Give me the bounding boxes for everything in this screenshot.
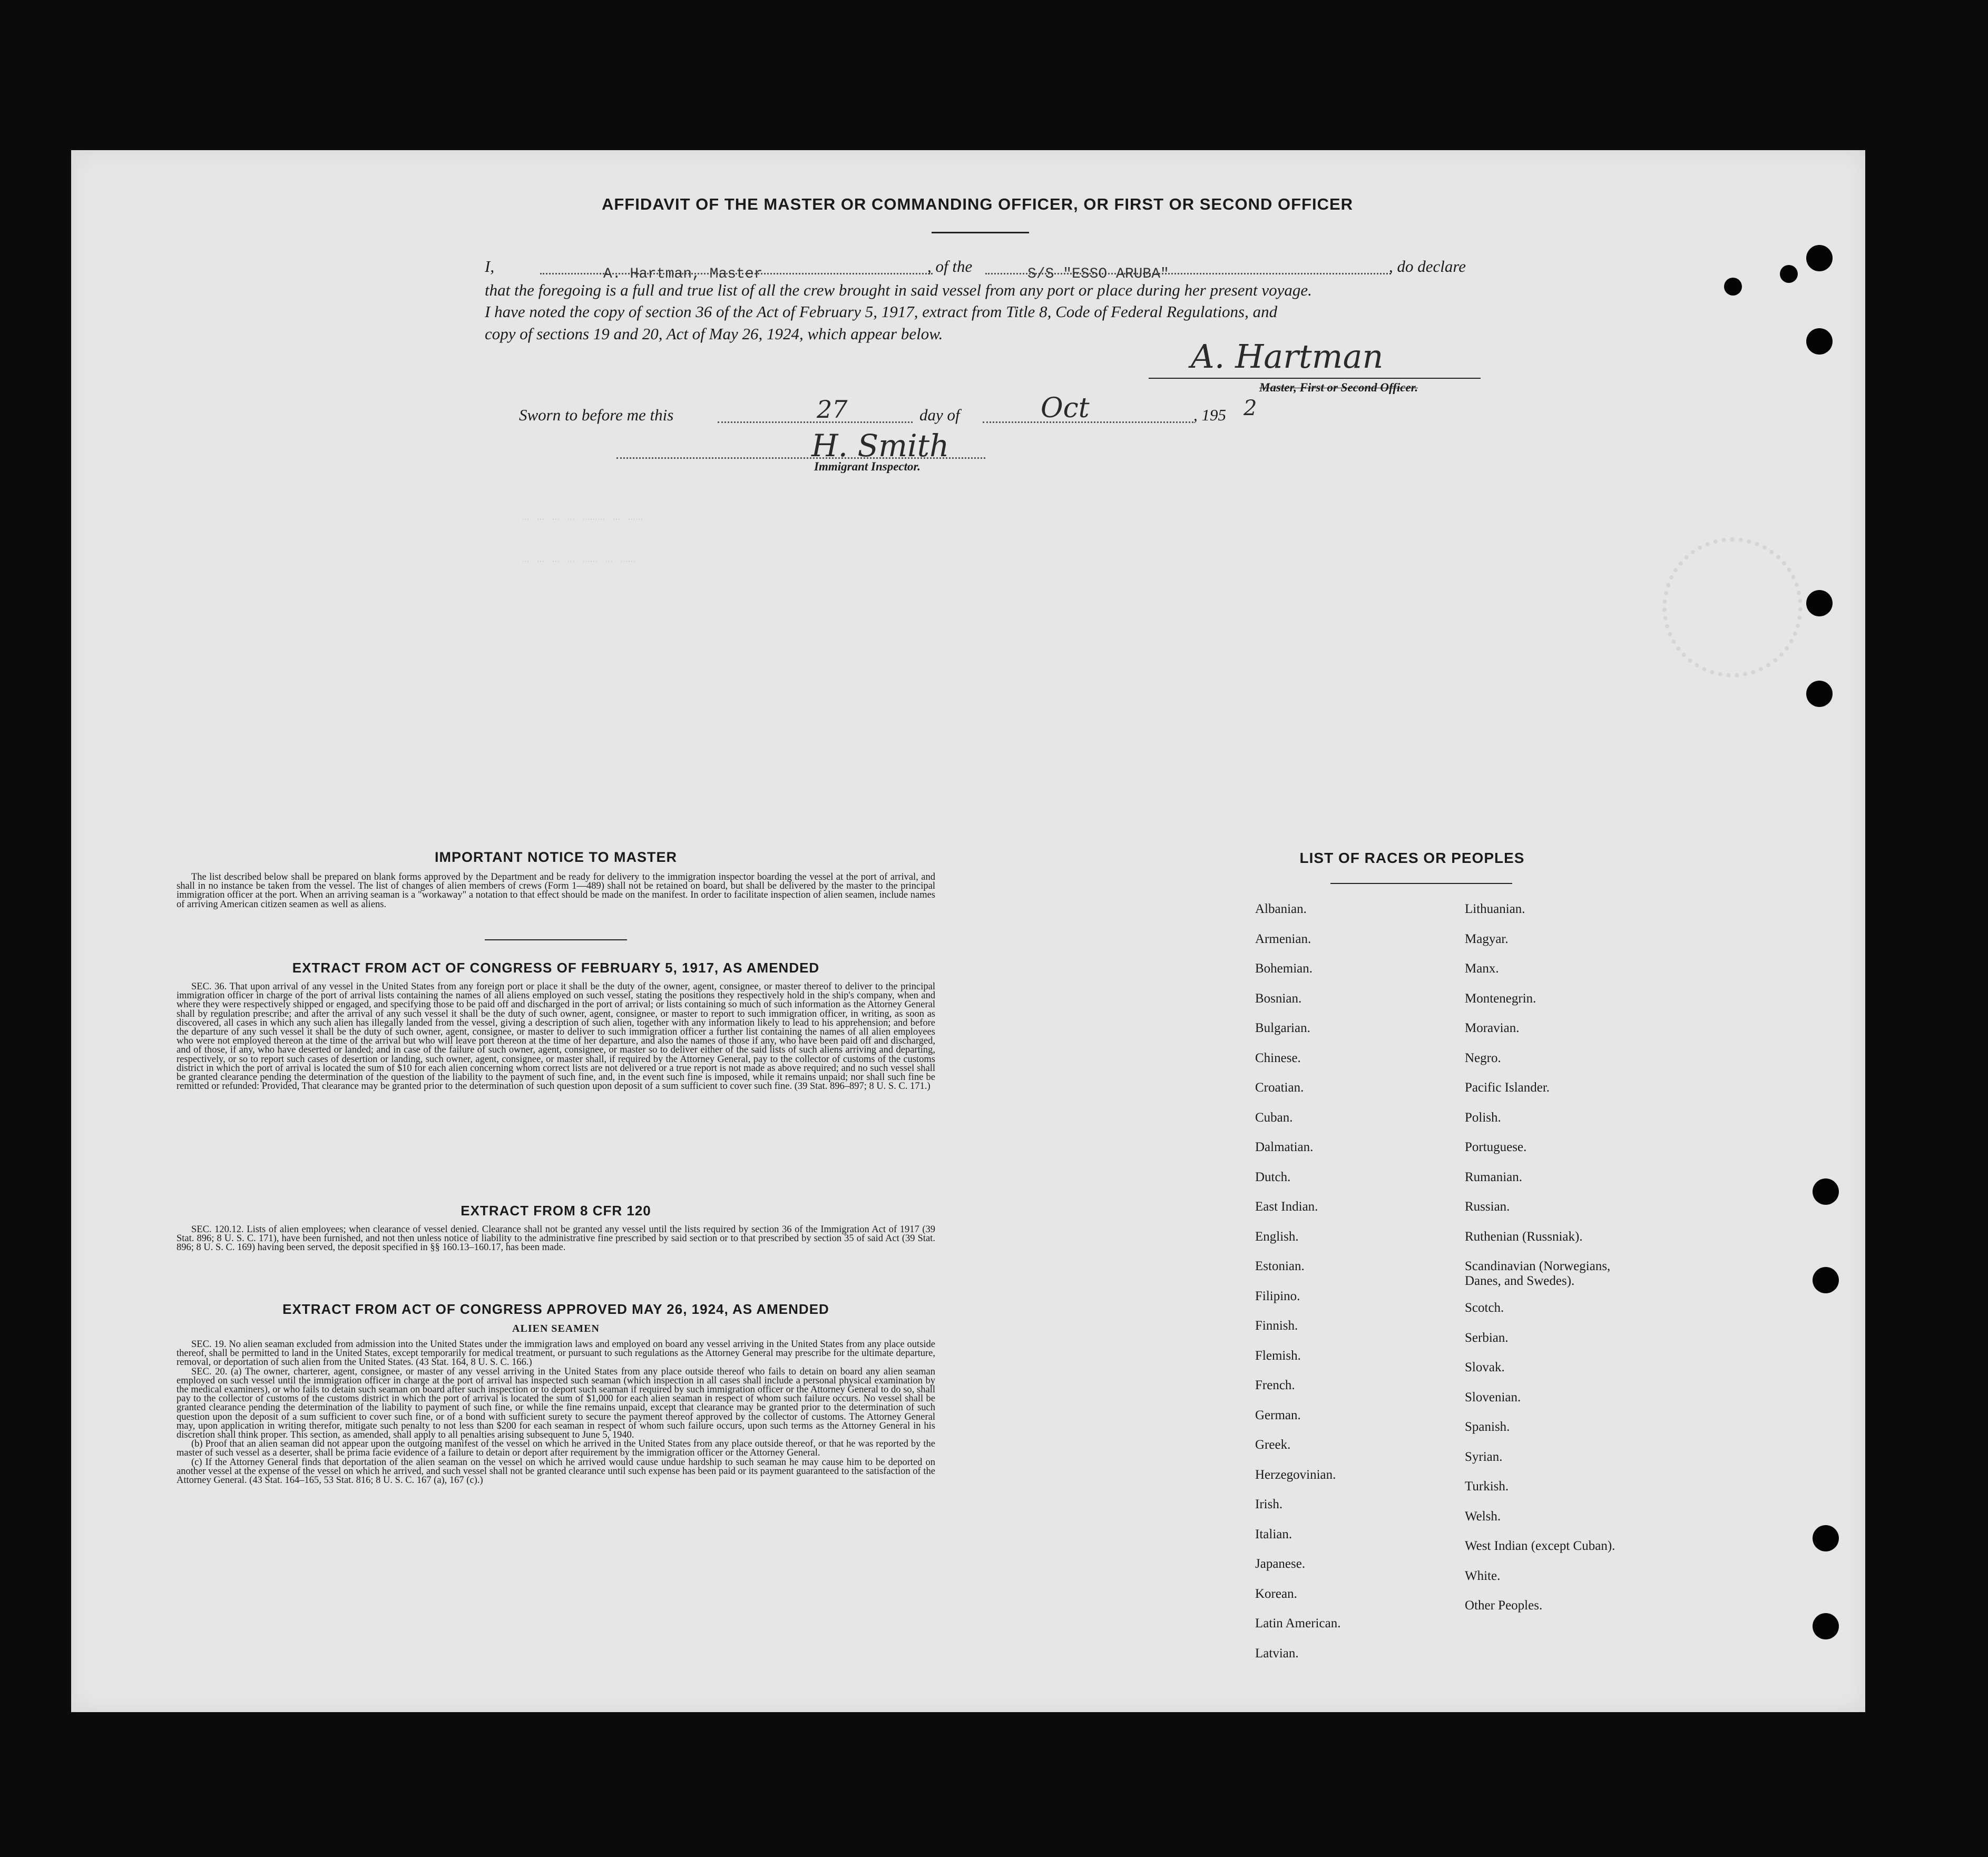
race-item: Finnish. <box>1255 1319 1298 1333</box>
race-item: Filipino. <box>1255 1289 1300 1303</box>
race-item: Magyar. <box>1465 931 1509 946</box>
race-item: Chinese. <box>1255 1050 1301 1065</box>
notice-body: The list described below shall be prepared on blank forms approved by the Department and be ready for delivery to the immigration inspector boarding the vessel at the port of arrival, and shall in no instance be taken from the vessel. The list of changes of alien members of crews (Form 1—489) shall not be retained on board, but shall be delivered by the master to the principal immigration officer at the port. When an arriving seaman is a "workaway" a notation to that effect should be made on the manifest. In order to facilitate inspection of alien seamen, include names of arriving American citizen seamen as well as aliens. <box>177 872 935 910</box>
master-signature: A. Hartman <box>1191 337 1384 376</box>
sworn-month: Oct <box>1041 392 1090 424</box>
punch-hole <box>1806 681 1833 707</box>
race-item: Manx. <box>1465 961 1499 976</box>
race-item: Russian. <box>1465 1200 1510 1214</box>
extract-cfr-section <box>177 1203 935 1253</box>
race-item: Portuguese. <box>1465 1140 1527 1154</box>
race-item: Scandinavian (Norwegians, Danes, and Swedes). <box>1465 1259 1611 1288</box>
bleed-through-text: … … … … …… … …… <box>522 552 636 566</box>
faint-stamp-mark <box>1662 537 1803 677</box>
race-item: Croatian. <box>1255 1080 1304 1095</box>
race-item: Cuban. <box>1255 1110 1293 1125</box>
punch-hole <box>1806 245 1833 271</box>
race-item: Italian. <box>1255 1527 1292 1541</box>
extract-1924-sec20a: SEC. 20. (a) The owner, charterer, agent, consignee, or master of any vessel arriving in the United States from any place outside thereof who fails to detain on board any alien seaman employed on such vessel until the immigration officer in charge at the port of arrival has inspected such seaman (which inspection in all cases shall include a personal physical examination by the medical examiners), or who fails to detain such seaman on board after such inspection or to deport such seaman if required by such immigration officer or the Attorney General to do so, shall pay to the collector of customs of the customs district in which the port of arrival is located the sum of $1,000 for each alien seaman in respect of whom such failure occurs. No vessel shall be granted clearance pending the determination of the liability to payment of such fine, or while the fine remains unpaid, except that clearance may be granted prior to the determination of such question upon the deposit of a sum sufficient to cover such fine, or of a bond with sufficient surety to secure the payment thereof approved by the collector of customs. The Attorney General may, upon application in writing therefor, mitigate such penalty to not less than $200 for each seaman in respect of whom such failure occurs, upon such terms as the Attorney General in his discretion shall think proper. This section, as amended, shall apply to all penalties arising subsequent to June 5, 1940. <box>177 1366 935 1441</box>
race-item: Spanish. <box>1465 1420 1510 1434</box>
inspector-line <box>616 457 985 459</box>
notice-section <box>177 849 935 909</box>
sworn-day-of: day of <box>919 406 960 424</box>
affidavit-do-declare: , do declare <box>1389 257 1466 276</box>
race-item: German. <box>1255 1408 1301 1422</box>
race-item: Japanese. <box>1255 1557 1306 1571</box>
race-item: Latvian. <box>1255 1646 1299 1661</box>
race-item: Turkish. <box>1465 1479 1509 1494</box>
race-item: Polish. <box>1465 1110 1501 1125</box>
punch-hole <box>1806 328 1833 355</box>
extract-cfr-body: SEC. 120.12. Lists of alien employees; when clearance of vessel denied. Clearance shall not be granted any vessel until the lists required by section 36 of the Immigration Act of 1917 (39 Stat. 896; 8 U. S. C. 171), have been furnished, and not then unless notice of liability to the administrative fine prescribed by said section or to that prescribed by section 35 of said Act (39 Stat. 896; 8 U. S. C. 169) having been served, the deposit specified in §§ 160.13–160.17, has been made. <box>177 1224 935 1253</box>
race-item: Moravian. <box>1465 1021 1520 1035</box>
extract-1924-title: EXTRACT FROM ACT OF CONGRESS APPROVED MAY 26, 1924, AS AMENDED <box>282 1301 829 1317</box>
race-item: Lithuanian. <box>1465 902 1525 916</box>
sworn-year-prefix: , 195 <box>1193 406 1226 424</box>
race-item: West Indian (except Cuban). <box>1465 1539 1615 1554</box>
affidavit-of-the: , of the <box>927 257 973 276</box>
affidavit-line-3: I have noted the copy of section 36 of the Act of February 5, 1917, extract from Title 8, Code of Federal Regulations, and <box>485 302 1278 321</box>
races-divider <box>1330 883 1512 884</box>
race-item: East Indian. <box>1255 1200 1318 1214</box>
race-item: Greek. <box>1255 1438 1291 1452</box>
extract-cfr-title: EXTRACT FROM 8 CFR 120 <box>461 1203 651 1219</box>
race-item: Dutch. <box>1255 1170 1291 1184</box>
extract-1917-section <box>177 960 935 1091</box>
race-item: Slovenian. <box>1465 1390 1521 1404</box>
affidavit-line-2: that the foregoing is a full and true list of all the crew brought in said vessel from any port or place during her present voyage. <box>485 281 1312 299</box>
extract-1924-subtitle: ALIEN SEAMEN <box>512 1323 600 1334</box>
race-item: White. <box>1465 1568 1501 1583</box>
race-item: Latin American. <box>1255 1616 1341 1630</box>
inspector-signature: H. Smith <box>811 428 949 464</box>
race-item: Dalmatian. <box>1255 1140 1314 1154</box>
race-item: Herzegovinian. <box>1255 1467 1336 1482</box>
extract-1924-section <box>177 1301 935 1485</box>
signature-caption: Master, First or Second Officer. <box>1259 381 1418 394</box>
inspector-caption: Immigrant Inspector. <box>814 460 920 473</box>
extract-1924-sec19: SEC. 19. No alien seaman excluded from admission into the United States under the immigration laws and employed on board any vessel arriving in the United States from any place outside thereof, shall be permitted to land in the United States, except temporarily for medical treatment, or pursuant to such regulations as the Attorney General may prescribe for the ultimate departure, removal, or deportation of such alien from the United States. (43 Stat. 164, 8 U. S. C. 166.) <box>177 1339 935 1368</box>
race-item: French. <box>1255 1378 1295 1392</box>
punch-hole <box>1813 1178 1839 1205</box>
extract-1917-title: EXTRACT FROM ACT OF CONGRESS OF FEBRUARY 5, 1917, AS AMENDED <box>292 960 820 976</box>
race-item: English. <box>1255 1229 1299 1244</box>
race-item: Other Peoples. <box>1465 1598 1543 1613</box>
race-item: Bulgarian. <box>1255 1021 1310 1035</box>
race-item: Pacific Islander. <box>1465 1080 1550 1095</box>
race-item: Flemish. <box>1255 1348 1301 1363</box>
extract-1924-sec20b: (b) Proof that an alien seaman did not appear upon the outgoing manifest of the vessel on which he arrived in the United States from any place outside thereof, or that he was reported by the master of such vessel as a deserter, shall be prima facie evidence of a failure to detain or deport after requirement by the immigration officer or the Attorney General. <box>177 1439 935 1459</box>
punch-hole <box>1806 590 1833 616</box>
notice-divider <box>485 939 627 940</box>
sworn-day-line <box>718 421 913 423</box>
race-item: Estonian. <box>1255 1259 1305 1273</box>
sworn-day: 27 <box>817 395 848 424</box>
race-item: Armenian. <box>1255 931 1311 946</box>
vessel-name-value: S/S "ESSO ARUBA" <box>1027 266 1169 282</box>
affidavit-line-1: I, <box>485 257 495 276</box>
affidavit-line-4: copy of sections 19 and 20, Act of May 26, 1924, which appear below. <box>485 325 943 343</box>
race-item: Negro. <box>1465 1050 1501 1065</box>
race-item: Rumanian. <box>1465 1170 1523 1184</box>
race-item: Albanian. <box>1255 902 1307 916</box>
punch-hole <box>1813 1525 1839 1551</box>
races-title: LIST OF RACES OR PEOPLES <box>1299 850 1525 866</box>
race-item: Scotch. <box>1465 1301 1504 1315</box>
race-item: Serbian. <box>1465 1330 1509 1345</box>
race-item: Syrian. <box>1465 1449 1503 1464</box>
race-item: Irish. <box>1255 1497 1283 1511</box>
affidavit-title: AFFIDAVIT OF THE MASTER OR COMMANDING OFFICER, OR FIRST OR SECOND OFFICER <box>601 195 1354 213</box>
punch-hole <box>1813 1267 1839 1293</box>
race-item: Ruthenian (Russniak). <box>1465 1229 1583 1244</box>
notice-title: IMPORTANT NOTICE TO MASTER <box>435 849 677 865</box>
sworn-year-digit: 2 <box>1243 396 1257 420</box>
race-item: Montenegrin. <box>1465 991 1536 1006</box>
sworn-prefix: Sworn to before me this <box>519 406 674 424</box>
signature-line <box>1149 378 1481 379</box>
title-divider <box>932 232 1029 233</box>
race-item: Bosnian. <box>1255 991 1302 1006</box>
race-item: Bohemian. <box>1255 961 1313 976</box>
punch-hole <box>1780 265 1798 283</box>
master-name-value: A. Hartman, Master <box>603 266 763 282</box>
punch-hole <box>1813 1613 1839 1639</box>
punch-hole <box>1724 278 1742 296</box>
race-item: Korean. <box>1255 1586 1297 1601</box>
race-item: Welsh. <box>1465 1509 1501 1524</box>
race-item: Slovak. <box>1465 1360 1505 1375</box>
bleed-through-text: … … … … ……… … …… <box>522 510 643 524</box>
extract-1924-sec20c: (c) If the Attorney General finds that deportation of the alien seaman on the vessel on which he arrived would cause undue hardship to such seaman he may cause him to be deported on another vessel at the expense of the vessel on which he arrived, and such vessel shall not be granted clearance until such expense has been paid or its payment guaranteed to the satisfaction of the Attorney General. (43 Stat. 164–165, 53 Stat. 816; 8 U. S. C. 167 (a), 167 (c).) <box>177 1457 935 1486</box>
extract-1917-body: SEC. 36. That upon arrival of any vessel in the United States from any foreign port or place it shall be the duty of the owner, agent, consignee, or master thereof to deliver to the principal immigration officer in charge of the port of arrival lists containing the names of all aliens employed on such vessel, stating the positions they respectively hold in the ship's company, when and where they were respectively shipped or engaged, and specifying those to be paid off and discharged in the port of arrival; or lists containing so much of such information as the Attorney General shall by regulation prescribe; and after the arrival of any such vessel it shall be the duty of such owner, agent, consignee, or master to report to such immigration officer, in writing, as soon as discovered, all cases in which any such alien has illegally landed from the vessel, giving a description of such alien, together with any information likely to lead to his apprehension; and before the departure of any such vessel it shall be the duty of such owner, agent, consignee, or master to deliver to such immigration officer a further list containing the names of all alien employees who were not employed thereon at the time of the arrival but who will leave port thereon at the time of her departure, and also the names of those if any, who have been paid off and discharged, and of those, if any, who have deserted or landed; and in case of the failure of such owner, agent, consignee, or master so to deliver either of the said lists of such aliens arriving and departing, respectively, or so to report such cases of desertion or landing, such owner, agent, consignee, or master shall, if required by the Attorney General, pay to the collector of customs of the customs district in which the port of arrival is located the sum of $10 for each alien concerning whom correct lists are not delivered or a true report is not made as above required; and no such vessel shall be granted clearance pending the determination of the question of the liability to the payment of such fine, and, in the event such fine is imposed, while it remains unpaid; nor shall such fine be remitted or refunded: Provided, That clearance may be granted prior to the determination of such question upon deposit of a sum sufficient to cover such fine. (39 Stat. 896–897; 8 U. S. C. 171.) <box>177 981 935 1092</box>
